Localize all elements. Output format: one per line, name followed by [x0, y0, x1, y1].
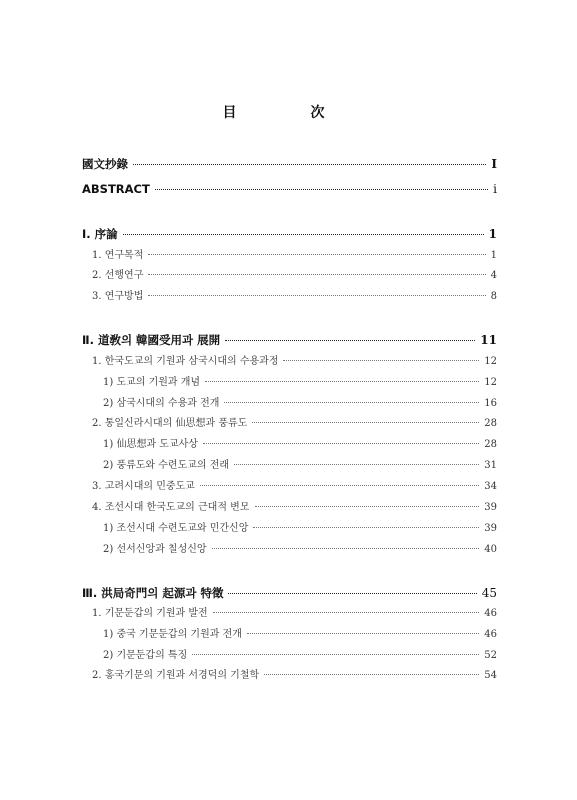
toc-entry-section[interactable]	[92, 668, 497, 684]
toc-entry-subsection[interactable]	[103, 375, 497, 391]
toc-entry-abstract-english[interactable]	[82, 181, 497, 197]
dot-leader	[148, 254, 485, 255]
dot-leader	[192, 654, 479, 655]
dot-leader	[123, 234, 484, 235]
dot-leader	[200, 485, 479, 486]
dot-leader	[212, 548, 480, 549]
toc-entry-section[interactable]	[92, 289, 497, 305]
dot-leader	[228, 593, 476, 594]
toc-page-number: 1	[488, 227, 497, 241]
toc-entry-section[interactable]	[92, 248, 497, 264]
dot-leader	[133, 164, 486, 165]
toc-label: Ⅲ. 洪局奇門의 起源과 特徵	[82, 586, 224, 600]
toc-label: 1) 중국 기문둔갑의 기원과 전개	[103, 629, 242, 640]
toc-page-number: 12	[484, 377, 497, 388]
toc-page-number: 8	[490, 291, 497, 302]
toc-label: 1. 기문둔갑의 기원과 발전	[92, 608, 208, 619]
toc-label: 2) 기문둔갑의 특징	[103, 650, 188, 661]
toc-entry-section[interactable]	[92, 268, 497, 284]
dot-leader	[155, 189, 488, 190]
dot-leader	[283, 360, 479, 361]
toc-label: 2) 선서신앙과 칠성신앙	[103, 544, 207, 555]
toc-label: 1) 조선시대 수련도교와 민간신앙	[103, 523, 249, 534]
toc-entry-section[interactable]	[92, 354, 497, 370]
toc-entry-subsection[interactable]	[103, 627, 497, 643]
dot-leader	[203, 443, 479, 444]
toc-label: 2. 선행연구	[92, 270, 144, 281]
toc-label: 1) 도교의 기원과 개념	[103, 377, 201, 388]
toc-label: ABSTRACT	[82, 182, 150, 196]
toc-page-number: 39	[484, 523, 497, 534]
toc-entry-subsection[interactable]	[103, 542, 497, 558]
toc-page-number: 11	[480, 333, 497, 347]
toc-entry-subsection[interactable]	[103, 437, 497, 453]
toc-label: 2) 풍류도와 수련도교의 전래	[103, 460, 230, 471]
toc-entry-subsection[interactable]	[103, 396, 497, 412]
page-title: 目 次	[222, 105, 355, 121]
toc-page-number: i	[493, 182, 497, 196]
toc-page-number: 4	[490, 270, 497, 281]
toc-entry-chapter-1[interactable]	[82, 226, 497, 242]
toc-label: 3. 고려시대의 민중도교	[92, 481, 195, 492]
toc-label: Ⅱ. 道敎의 韓國受用과 展開	[82, 333, 221, 347]
toc-entry-chapter-2[interactable]	[82, 332, 497, 348]
toc-page-number: 39	[484, 502, 497, 513]
toc-entry-section[interactable]	[92, 500, 497, 516]
toc-page-number: 34	[484, 481, 497, 492]
toc-entry-subsection[interactable]	[103, 648, 497, 664]
toc-label: 1) 仙思想과 도교사상	[103, 439, 198, 450]
toc-page-number: 46	[484, 608, 497, 619]
toc-page-number: I	[491, 157, 497, 171]
toc-page-number: 46	[484, 629, 497, 640]
dot-leader	[264, 674, 479, 675]
toc-page-number: 45	[481, 586, 497, 600]
toc-entry-subsection[interactable]	[103, 521, 497, 537]
dot-leader	[205, 381, 479, 382]
toc-entry-subsection[interactable]	[103, 458, 497, 474]
toc-label: 1. 한국도교의 기원과 삼국시대의 수용과정	[92, 356, 279, 367]
toc-page-number: 52	[484, 650, 497, 661]
toc-page-number: 12	[484, 356, 497, 367]
dot-leader	[224, 402, 479, 403]
toc-page-number: 40	[484, 544, 497, 555]
toc-entry-section[interactable]	[92, 479, 497, 495]
toc-label: Ⅰ. 序論	[82, 227, 118, 241]
toc-page-number: 1	[490, 250, 497, 261]
toc-label: 3. 연구방법	[92, 291, 144, 302]
dot-leader	[234, 464, 479, 465]
toc-label: 2. 홍국기문의 기원과 서경덕의 기철학	[92, 670, 260, 681]
toc-label: 2. 통일신라시대의 仙思想과 풍류도	[92, 418, 248, 429]
toc-label: 國文抄錄	[82, 157, 128, 171]
toc-page-number: 54	[484, 670, 497, 681]
dot-leader	[247, 633, 479, 634]
dot-leader	[148, 295, 485, 296]
dot-leader	[213, 612, 480, 613]
dot-leader	[255, 506, 480, 507]
toc-entry-section[interactable]	[92, 606, 497, 622]
toc-label: 1. 연구목적	[92, 250, 144, 261]
dot-leader	[252, 422, 479, 423]
toc-entry-chapter-3[interactable]	[82, 585, 497, 601]
toc-page-number: 28	[484, 439, 497, 450]
toc-entry-section[interactable]	[92, 416, 497, 432]
dot-leader	[225, 340, 475, 341]
toc-label: 4. 조선시대 한국도교의 근대적 변모	[92, 502, 250, 513]
toc-page-number: 16	[484, 398, 497, 409]
toc-label: 2) 삼국시대의 수용과 전개	[103, 398, 220, 409]
toc-page-number: 31	[484, 460, 497, 471]
dot-leader	[148, 274, 485, 275]
toc-page-number: 28	[484, 418, 497, 429]
dot-leader	[253, 527, 479, 528]
toc-entry-abstract-korean[interactable]	[82, 156, 497, 172]
